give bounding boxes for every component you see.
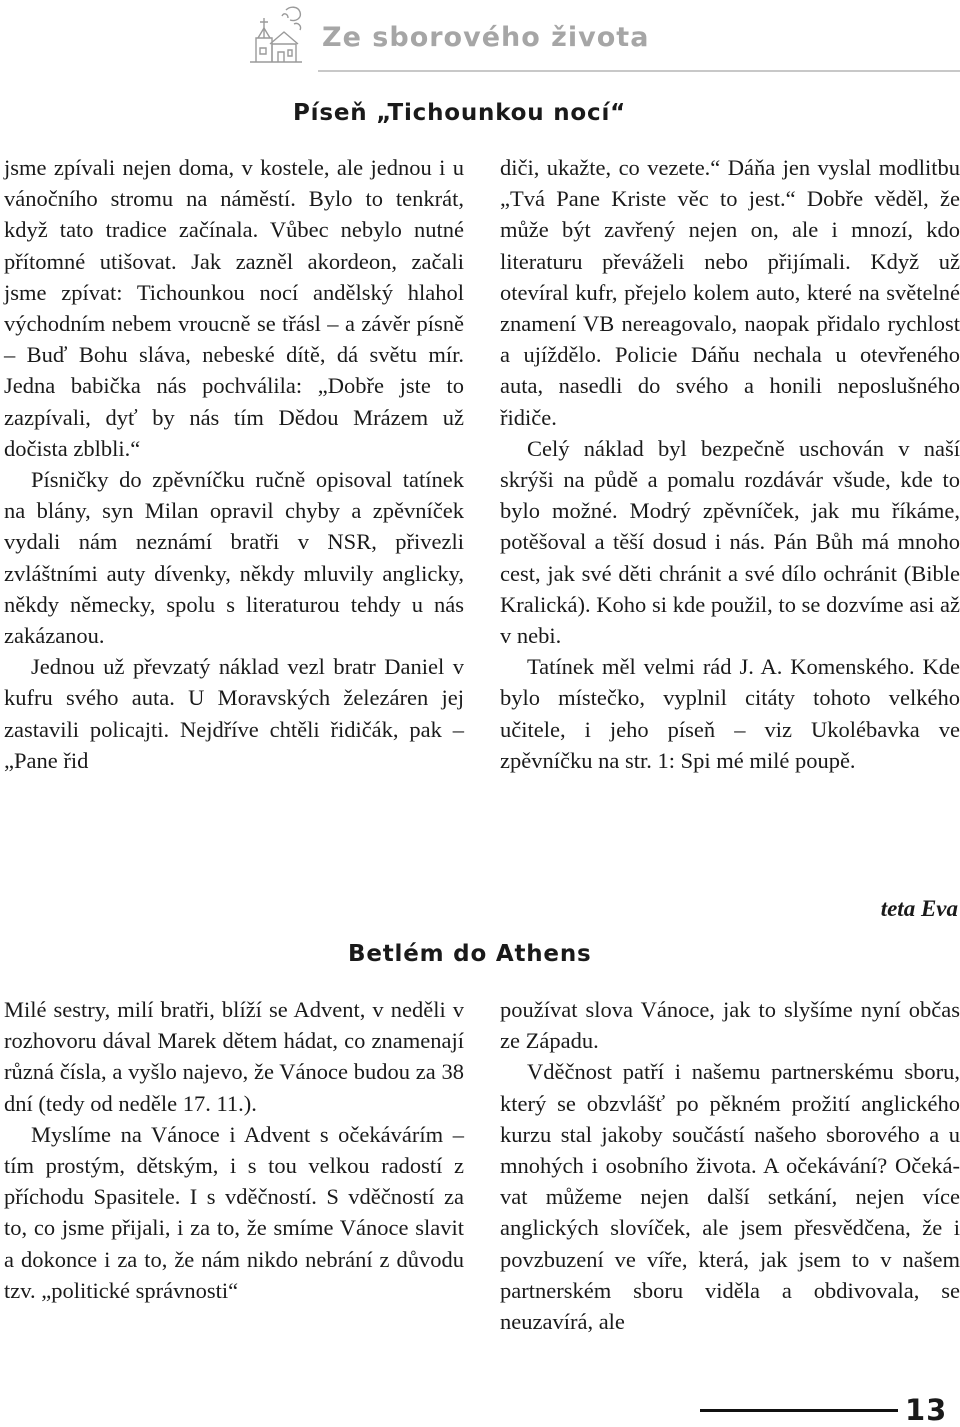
page-header	[0, 0, 960, 80]
header-divider	[318, 70, 960, 72]
paragraph: Milé sestry, milí bratři, blíží se Advent, v neděli v rozhovoru dával Marek dětem hádat, co znamenají různá čísla, a vyšlo najevo, že Vánoce budou za 38 dní (tedy od neděle 17. 11.).	[4, 997, 464, 1116]
article1-column-left	[4, 152, 464, 776]
page-number: 13	[905, 1393, 948, 1427]
footer-divider	[700, 1409, 898, 1412]
article-title-betlem: Betlém do Athens	[348, 941, 592, 967]
paragraph: jsme zpívali nejen doma, v kostele, ale jednou i u vánočního stromu na náměstí. Bylo to tenkrát, když tato tradice začínala. Vůbec nebylo nutné přítomné utišovat. Jak zazněl akordeon, začali jsme zpívat: Tichounkou nocí andělský hlahol východním nebem vroucně se třásl – a závěr písně – Buď Bohu sláva, nebeské dítě, dá světu mír. Jedna babička nás pochválila: „Dobře jste to zazpívali, dyť by nás tím Dědou Mrázem už dočista zblbli.“	[4, 155, 464, 461]
paragraph: Celý náklad byl bezpečně uschován v naší skrýši na půdě a pomalu rozdávár všude, kde to bylo možné. Modrý zpěvníček, jak mu říkáme, potěšoval a těší dosud i nás. Pán Bůh má mnoho cest, jak své děti chránit a své dílo ochránit (Bible Kralická). Koho si kde použil, to se dozvíme asi až v nebi.	[500, 435, 960, 649]
article1-column-right	[500, 152, 960, 776]
section-title: Ze sborového života	[322, 22, 650, 53]
article2-column-left	[4, 994, 464, 1306]
paragraph: Tatínek měl velmi rád J. A. Komenského. Kde bylo místečko, vyplnil citáty tohoto velkého učitele, i jeho píseň – viz Ukolébavka ve zpěvníčku na str. 1: Spi mé milé poupě.	[500, 654, 960, 773]
article2-column-right	[500, 994, 960, 1337]
church-icon	[246, 4, 306, 66]
author-signature: teta Eva	[880, 896, 958, 921]
paragraph: Jednou už převzatý náklad vezl bratr Daniel v kufru svého auta. U Moravských železáren jej zastavili policajti. Nejdříve chtěli řidičák, pak – „Pane řid	[4, 654, 464, 773]
paragraph: Písničky do zpěvníčku ručně opisoval tatínek na blány, syn Milan opravil chyby a zpěvníček vydali nám neznámí bratři v NSR, přivezli zvláštními auty dívenky, někdy mluvily anglicky, někdy německy, spolu s literaturou tehdy u nás zakázanou.	[4, 467, 464, 649]
paragraph: Myslíme na Vánoce i Advent s očekávárím – tím prostým, dětským, i s tou velkou radostí z příchodu Spasitele. I s vděčností. S vděčností za to, co jsme přijali, i za to, že smíme Vánoce slavit a dokonce i za to, že nám nikdo nebrání z důvodu tzv. „politické správnosti“	[4, 1121, 464, 1303]
article-title-tichounkou: Píseň „Tichounkou nocí“	[293, 100, 627, 126]
paragraph: používat slova Vánoce, jak to slyšíme nyní občas ze Západu.	[500, 997, 960, 1054]
paragraph: diči, ukažte, co vezete.“ Dáňa jen vyslal modlitbu „Tvá Pane Kriste věc to jest.“ Dobře věděl, že může být zavřený nejen on, ale i mnozí, kdo literaturu převáželi nebo přijímali. Když už otevíral kufr, přejelo kolem auto, které na světelné znamení VB nereagovalo, naopak přidalo rychlost a ujíždělo. Policie Dáňu nechala u otevřeného auta, nasedli do svého a honili neposlušného řidiče.	[500, 155, 960, 430]
paragraph: Vděčnost patří i našemu partnerskému sboru, který se obzvlášť po pěkném prožití anglického kurzu stal jakoby součástí našeho sborového a u mnohých i osobního života. A očekávání? Očekávat můžeme nejen další setkání, nejen více anglických slovíček, ale jsem přesvědčena, že i povzbuzení ve víře, která, jak jsem to v našem partnerském sboru viděla a obdivovala, se neuzavírá, ale	[500, 1059, 960, 1335]
